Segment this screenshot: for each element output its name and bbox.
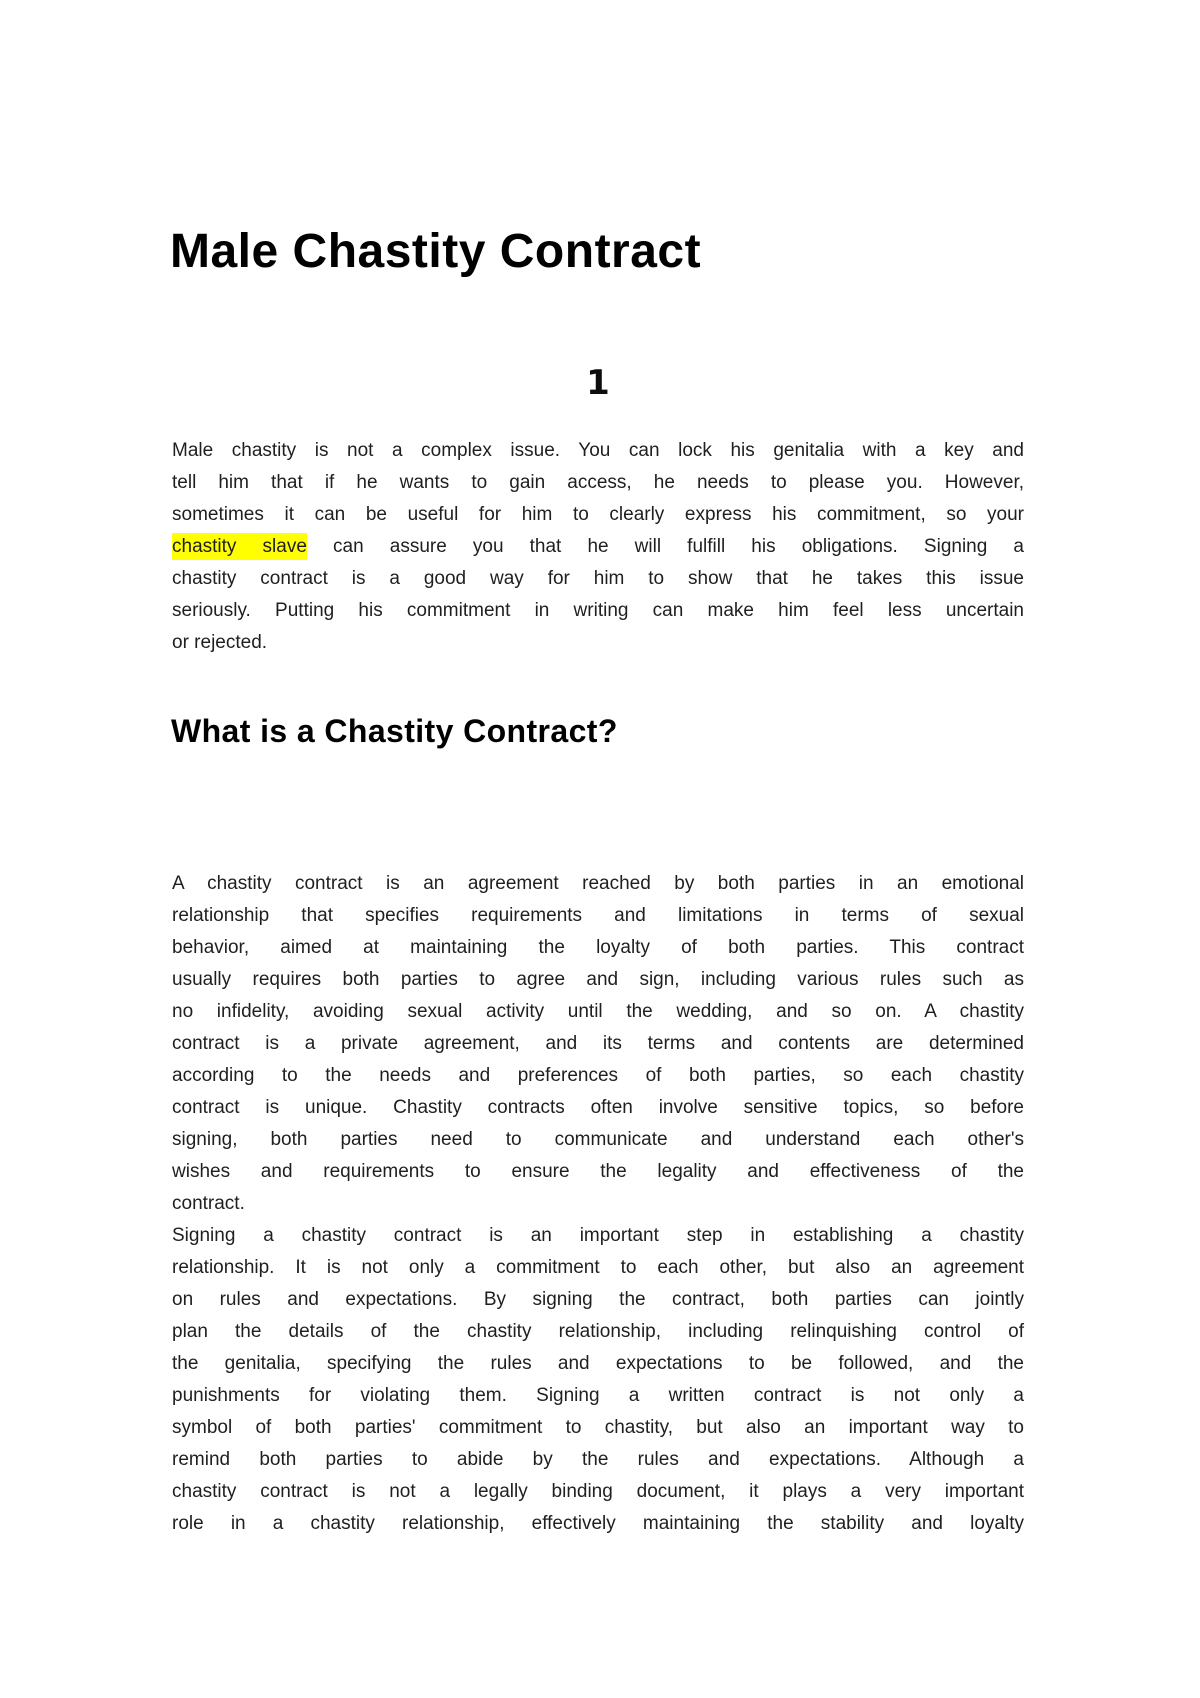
text-line: contract. (172, 1193, 245, 1214)
text-line: no infidelity, avoiding sexual activity until the wedding, and so on. A chastity (172, 1001, 1024, 1022)
text-line: behavior, aimed at maintaining the loyalty of both parties. This contract (172, 937, 1024, 958)
text-line: on rules and expectations. By signing the contract, both parties can jointly (172, 1289, 1024, 1310)
highlighted-phrase: chastity slave (172, 533, 307, 560)
text-line: the genitalia, specifying the rules and expectations to be followed, and the (172, 1353, 1024, 1374)
text-line: contract is a private agreement, and its terms and contents are determined (172, 1033, 1024, 1054)
text-line: punishments for violating them. Signing a written contract is not only a (172, 1385, 1024, 1406)
text-line: according to the needs and preferences of both parties, so each chastity (172, 1065, 1024, 1086)
text-line: signing, both parties need to communicate and understand each other's (172, 1129, 1024, 1150)
text-line: tell him that if he wants to gain access, he needs to please you. However, (172, 472, 1024, 493)
text-line: wishes and requirements to ensure the legality and effectiveness of the (172, 1161, 1024, 1182)
paragraph-signing-importance (172, 1220, 1024, 1540)
paragraphs-main (172, 868, 1024, 1540)
text-line: sometimes it can be useful for him to clearly express his commitment, so your (172, 504, 1024, 525)
text-line: relationship that specifies requirements and limitations in terms of sexual (172, 905, 1024, 926)
text-line: chastity slave can assure you that he will fulfill his obligations. Signing a (172, 531, 1024, 563)
text-line: chastity contract is a good way for him to show that he takes this issue (172, 568, 1024, 589)
text-line: or rejected. (172, 632, 268, 653)
text-line: Male chastity is not a complex issue. You can lock his genitalia with a key and (172, 440, 1024, 461)
paragraph-intro (172, 435, 1024, 659)
text-line: usually requires both parties to agree and sign, including various rules such as (172, 969, 1024, 990)
text-line: contract is unique. Chastity contracts often involve sensitive topics, so before (172, 1097, 1024, 1118)
text-line: role in a chastity relationship, effectively maintaining the stability and loyalty (172, 1513, 1024, 1534)
text-line: relationship. It is not only a commitment to each other, but also an agreement (172, 1257, 1024, 1278)
text-line: plan the details of the chastity relationship, including relinquishing control of (172, 1321, 1024, 1342)
text-line: remind both parties to abide by the rules and expectations. Although a (172, 1449, 1024, 1470)
text-line: seriously. Putting his commitment in writing can make him feel less uncertain (172, 600, 1024, 621)
text-line: chastity contract is not a legally binding document, it plays a very important (172, 1481, 1024, 1502)
document-title: Male Chastity Contract (170, 225, 702, 279)
text-line: A chastity contract is an agreement reached by both parties in an emotional (172, 873, 1024, 894)
text-line: Signing a chastity contract is an important step in establishing a chastity (172, 1225, 1024, 1246)
text-line: symbol of both parties' commitment to chastity, but also an important way to (172, 1417, 1024, 1438)
section-heading: What is a Chastity Contract? (171, 712, 618, 749)
paragraph-definition (172, 868, 1024, 1220)
section-number: 1 (586, 363, 610, 403)
